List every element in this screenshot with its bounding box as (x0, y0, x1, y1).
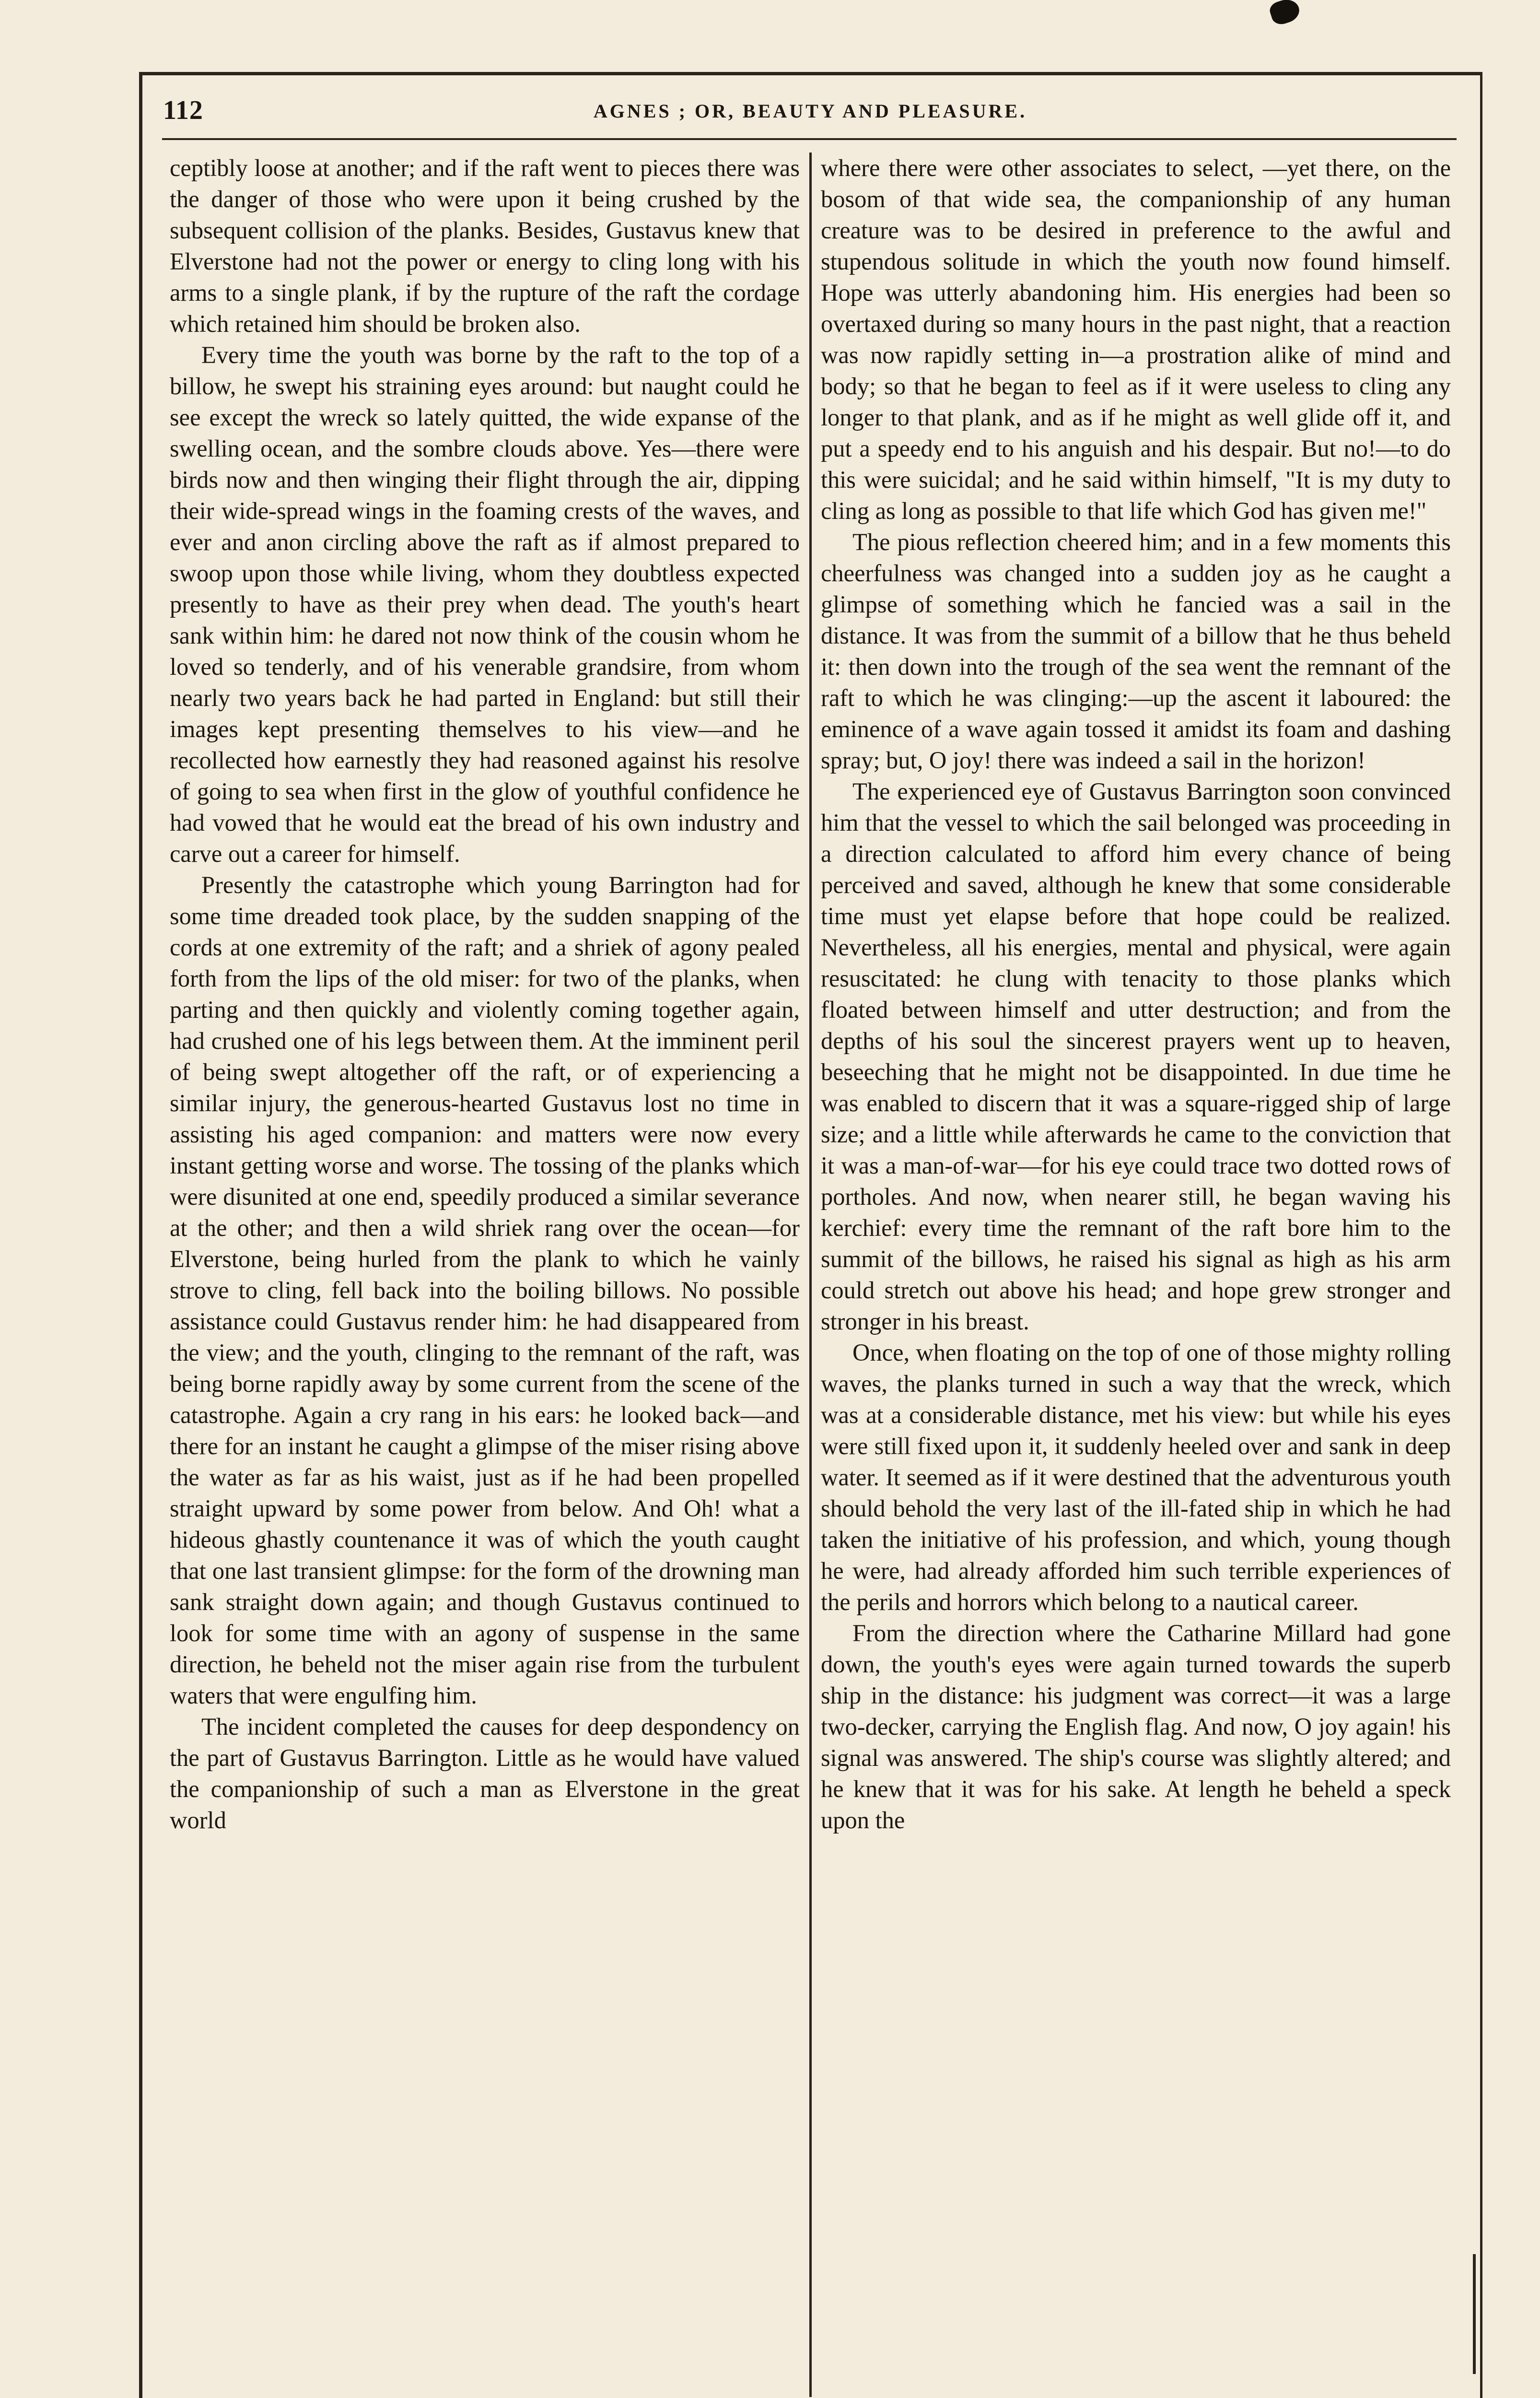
page-header (163, 95, 1458, 129)
paragraph: The experienced eye of Gustavus Barrington soon convinced him that the vessel to which the sail belonged was proceeding in a direction calculated to afford him every chance of being perceived and saved, although he knew that some considerable time must yet elapse before that hope could be realized. Nevertheless, all his energies, mental and physical, were again resuscitated: he clung with tenacity to those planks which floated between himself and utter destruction; and from the depths of his soul the sincerest prayers went up to heaven, beseeching that he might not be disappointed. In due time he was enabled to discern that it was a square-rigged ship of large size; and a little while afterwards he came to the conviction that it was a man-of-war—for his eye could trace two dotted rows of portholes. And now, when nearer still, he began waving his kerchief: every time the remnant of the raft bore him to the summit of the billows, he raised his signal as high as his arm could stretch out above his head; and hope grew stronger and stronger in his breast. (821, 778, 1451, 1335)
paragraph: The incident completed the causes for deep despondency on the part of Gustavus Barrington. Little as he would have valued the companionship of such a man as Elverstone in the great world (170, 1713, 800, 1834)
running-title: AGNES ; OR, BEAUTY AND PLEASURE. (593, 100, 1027, 122)
page-number: 112 (163, 95, 203, 125)
margin-mark (1473, 2254, 1476, 2374)
header-rule (162, 138, 1457, 140)
paragraph: Presently the catastrophe which young Barrington had for some time dreaded took place, by the sudden snapping of the cords at one extremity of the raft; and a shriek of agony pealed forth from the lips of the old miser: for two of the planks, when parting and then quickly and violently coming together again, had crushed one of his legs between them. At the imminent peril of being swept altogether off the raft, or of experiencing a similar injury, the generous-hearted Gustavus lost no time in assisting his aged companion: and matters were now every instant getting worse and worse. The tossing of the planks which were disunited at one end, speedily produced a similar severance at the other; and then a wild shriek rang over the ocean—for Elverstone, being hurled from the plank to which he vainly strove to cling, fell back into the boiling billows. No possible assistance could Gustavus render him: he had disappeared from the view; and the youth, clinging to the remnant of the raft, was being borne rapidly away by some current from the scene of the catastrophe. Again a cry rang in his ears: he looked back—and there for an instant he caught a glimpse of the miser rising above the water as far as his waist, just as if he had been propelled straight upward by some power from below. And Oh! what a hideous ghastly countenance it was of which the youth caught that one last transient glimpse: for the form of the drowning man sank straight down again; and though Gustavus continued to look for some time with an agony of suspense in the same direction, he beheld not the miser again rise from the turbulent waters that were engulfing him. (170, 871, 800, 1709)
text-column-left (170, 153, 800, 1836)
text-column-right (821, 153, 1451, 1836)
paragraph: Every time the youth was borne by the raft to the top of a billow, he swept his straining eyes around: but naught could he see except the wreck so lately quitted, the wide expanse of the swelling ocean, and the sombre clouds above. Yes—there were birds now and then winging their flight through the air, dipping their wide-spread wings in the foaming crests of the waves, and ever and anon circling above the raft as if almost prepared to swoop upon those while living, whom they doubtless expected presently to have as their prey when dead. The youth's heart sank within him: he dared not now think of the cousin whom he loved so tenderly, and of his venerable grandsire, from whom nearly two years back he had parted in England: but still their images kept presenting themselves to his view—and he recollected how earnestly they had reasoned against his resolve of going to sea when first in the glow of youthful confidence he had vowed that he would eat the bread of his own industry and carve out a career for himself. (170, 341, 800, 867)
column-divider (809, 153, 812, 2397)
paragraph: Once, when floating on the top of one of those mighty rolling waves, the planks turned in such a way that the wreck, which was at a considerable distance, met his view: but while his eyes were still fixed upon it, it suddenly heeled over and sank in deep water. It seemed as if it were destined that the adventurous youth should behold the very last of the ill-fated ship in which he had taken the initiative of his profession, and which, young though he were, had already afforded him such terrible experiences of the perils and horrors which belong to a nautical career. (821, 1339, 1451, 1615)
ink-blot (1268, 0, 1302, 27)
paragraph: where there were other associates to select, —yet there, on the bosom of that wide sea, the companionship of any human creature was to be desired in preference to the awful and stupendous solitude in which the youth now found himself. Hope was utterly abandoning him. His energies had been so overtaxed during so many hours in the past night, that a reaction was now rapidly setting in—a prostration alike of mind and body; so that he began to feel as if it were useless to cling any longer to that plank, and as if he might as well glide off it, and put a speedy end to his anguish and his despair. But no!—to do this were suicidal; and he said within himself, "It is my duty to cling as long as possible to that life which God has given me!" (821, 154, 1451, 524)
paragraph: The pious reflection cheered him; and in a few moments this cheerfulness was changed into a sudden joy as he caught a glimpse of something which he fancied was a sail in the distance. It was from the summit of a billow that he thus beheld it: then down into the trough of the sea went the remnant of the raft to which he was clinging:—up the ascent it laboured: the eminence of a wave again tossed it amidst its foam and dashing spray; but, O joy! there was indeed a sail in the horizon! (821, 529, 1451, 774)
paragraph: ceptibly loose at another; and if the raft went to pieces there was the danger of those who were upon it being crushed by the subsequent collision of the planks. Besides, Gustavus knew that Elverstone had not the power or energy to cling long with his arms to a single plank, if by the rupture of the raft the cordage which retained him should be broken also. (170, 154, 800, 337)
paragraph: From the direction where the Catharine Millard had gone down, the youth's eyes were again turned towards the superb ship in the distance: his judgment was correct—it was a large two-decker, carrying the English flag. And now, O joy again! his signal was answered. The ship's course was slightly altered; and he knew that it was for his sake. At length he beheld a speck upon the (821, 1620, 1451, 1834)
